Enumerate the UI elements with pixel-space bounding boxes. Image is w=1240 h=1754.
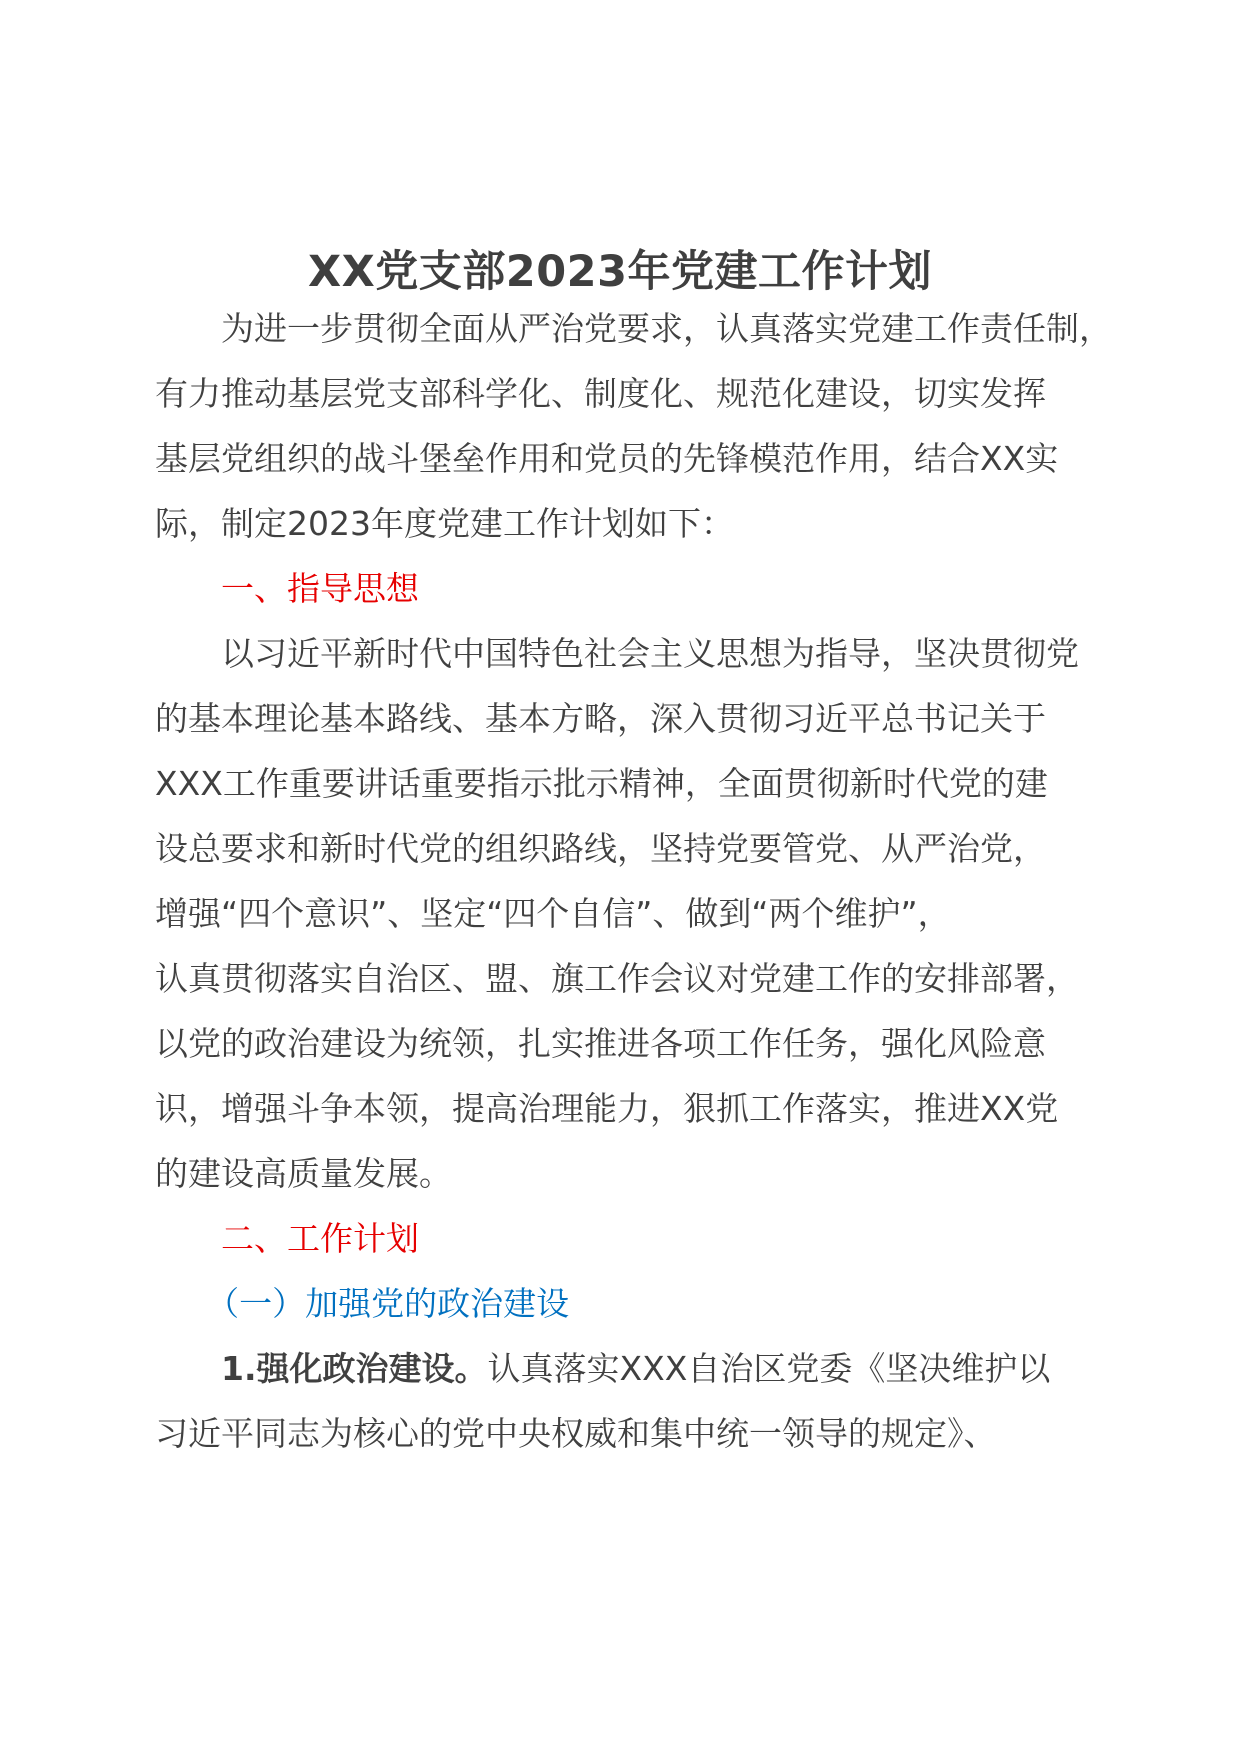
item-political-construction [155,1336,1100,1466]
text-line: 际，制定2023年度党建工作计划如下： [155,504,734,543]
text-line: 以党的政治建设为统领，扎实推进各项工作任务，强化风险意 [155,1024,1046,1063]
subsection-heading-political-construction: （一）加强党的政治建设 [206,1284,570,1323]
text-line: 以习近平新时代中国特色社会主义思想为指导，坚决贯彻党 [221,634,1079,673]
intro-paragraph [155,296,1112,556]
document-body [155,296,1112,1466]
text-line: 有力推动基层党支部科学化、制度化、规范化建设，切实发挥 [155,374,1046,413]
text-line [155,1336,1100,1401]
document-title: XX党支部2023年党建工作计划 [308,247,932,297]
text-line: 为进一步贯彻全面从严治党要求，认真落实党建工作责任制， [221,309,1112,348]
text-line: 习近平同志为核心的党中央权威和集中统一领导的规定》、 [155,1414,997,1453]
item-text: 认真落实XXX自治区党委《坚决维护以 [487,1349,1051,1388]
text-line: 设总要求和新时代党的组织路线，坚持党要管党、从严治党， [155,829,1046,868]
text-line: 识，增强斗争本领，提高治理能力，狠抓工作落实，推进XX党 [155,1089,1059,1128]
text-line: 基层党组织的战斗堡垒作用和党员的先锋模范作用，结合XX实 [155,439,1059,478]
guiding-thought-paragraph [155,621,1100,1206]
text-line: 的建设高质量发展。 [155,1154,452,1193]
text-line: 增强“四个意识”、坚定“四个自信”、做到“两个维护”， [155,894,951,933]
section-heading-work-plan: 二、工作计划 [221,1219,419,1258]
item-lead: 1.强化政治建设。 [221,1349,488,1388]
text-line: XXX工作重要讲话重要指示批示精神，全面贯彻新时代党的建 [155,764,1048,803]
section-heading-guiding-thought: 一、指导思想 [221,569,419,608]
text-line: 的基本理论基本路线、基本方略，深入贯彻习近平总书记关于 [155,699,1046,738]
text-line: 认真贯彻落实自治区、盟、旗工作会议对党建工作的安排部署， [155,959,1079,998]
